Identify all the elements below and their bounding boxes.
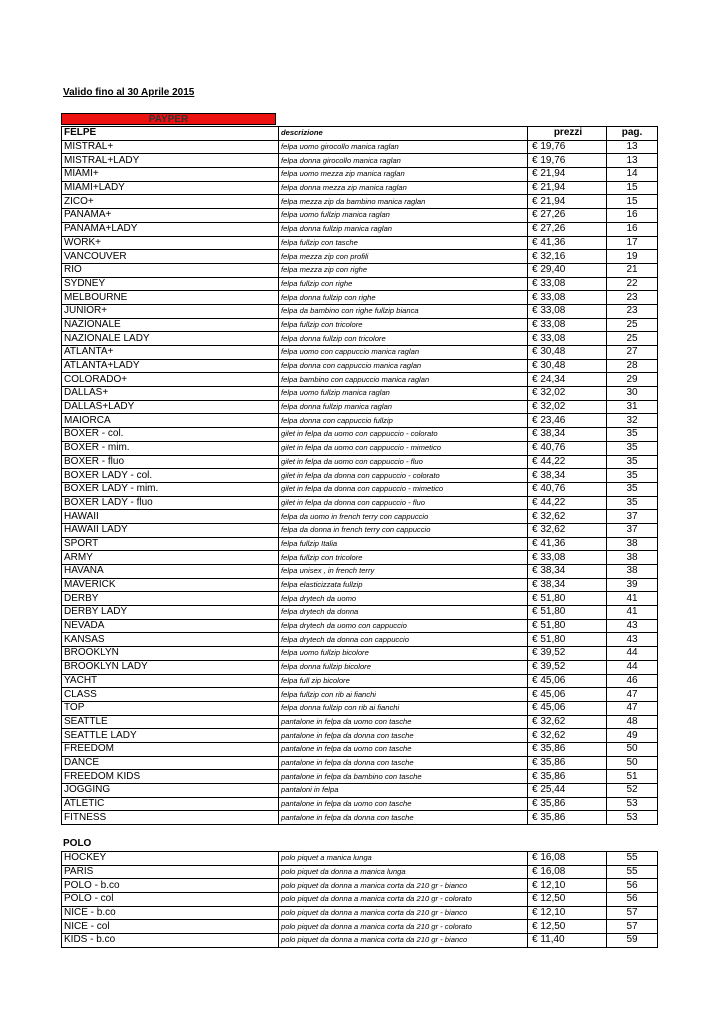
table-row (62, 906, 658, 920)
product-name: TOP (62, 701, 279, 715)
product-description: gilet in felpa da uomo con cappuccio - colorato (279, 428, 528, 442)
catalog-page: 23 (607, 291, 658, 305)
catalog-page: 56 (607, 879, 658, 893)
table-row (62, 277, 658, 291)
product-name: FREEDOM (62, 742, 279, 756)
product-price: € 16,08 (528, 852, 607, 866)
product-description: gilet in felpa da uomo con cappuccio - mimetico (279, 441, 528, 455)
product-price: € 12,50 (528, 893, 607, 907)
table-row (62, 523, 658, 537)
catalog-page: 15 (607, 195, 658, 209)
header-description: descrizione (279, 127, 528, 141)
product-description: felpa donna fullzip con rib ai fianchi (279, 701, 528, 715)
product-price: € 19,76 (528, 154, 607, 168)
product-price: € 35,86 (528, 742, 607, 756)
product-name: PANAMA+ (62, 209, 279, 223)
product-name: BOXER LADY - col. (62, 469, 279, 483)
product-name: ARMY (62, 551, 279, 565)
catalog-page: 41 (607, 606, 658, 620)
product-price: € 27,26 (528, 222, 607, 236)
table-row (62, 181, 658, 195)
table-row (62, 879, 658, 893)
product-description: felpa fullzip con tricolore (279, 318, 528, 332)
product-name: WORK+ (62, 236, 279, 250)
product-price: € 32,62 (528, 523, 607, 537)
product-name: SYDNEY (62, 277, 279, 291)
product-price: € 35,86 (528, 811, 607, 825)
catalog-page: 44 (607, 660, 658, 674)
table-row (62, 865, 658, 879)
product-description: polo piquet da donna a manica lunga (279, 865, 528, 879)
catalog-page: 51 (607, 770, 658, 784)
catalog-page: 37 (607, 523, 658, 537)
product-description: polo piquet da donna a manica corta da 210 gr - bianco (279, 934, 528, 948)
product-name: SEATTLE LADY (62, 729, 279, 743)
table-row (62, 920, 658, 934)
table-row (62, 400, 658, 414)
product-description: felpa donna con cappuccio manica raglan (279, 359, 528, 373)
catalog-page: 57 (607, 920, 658, 934)
product-description: gilet in felpa da donna con cappuccio - colorato (279, 469, 528, 483)
product-description: felpa donna con cappuccio fullzip (279, 414, 528, 428)
table-row (62, 359, 658, 373)
header-page: pag. (607, 127, 658, 141)
catalog-page: 43 (607, 633, 658, 647)
product-name: MISTRAL+ (62, 140, 279, 154)
table-row (62, 346, 658, 360)
product-price: € 32,62 (528, 510, 607, 524)
product-description: felpa donna fullzip con tricolore (279, 332, 528, 346)
catalog-page: 13 (607, 154, 658, 168)
product-name: SEATTLE (62, 715, 279, 729)
felpe-table-body (62, 127, 658, 825)
product-description: felpa elasticizzata fullzip (279, 578, 528, 592)
product-description: felpa uomo mezza zip manica raglan (279, 168, 528, 182)
brand-header: PAYPER (61, 113, 276, 125)
product-price: € 21,94 (528, 181, 607, 195)
product-price: € 40,76 (528, 441, 607, 455)
product-price: € 51,80 (528, 592, 607, 606)
product-description: polo piquet a manica lunga (279, 852, 528, 866)
product-name: BOXER - fluo (62, 455, 279, 469)
product-name: JOGGING (62, 784, 279, 798)
product-description: gilet in felpa da donna con cappuccio - mimetico (279, 482, 528, 496)
product-description: pantalone in felpa da uomo con tasche (279, 797, 528, 811)
product-price: € 35,86 (528, 797, 607, 811)
catalog-page: 55 (607, 865, 658, 879)
table-row (62, 551, 658, 565)
product-price: € 32,02 (528, 400, 607, 414)
product-price: € 39,52 (528, 647, 607, 661)
product-price: € 51,80 (528, 619, 607, 633)
catalog-page: 53 (607, 797, 658, 811)
table-row (62, 647, 658, 661)
product-description: felpa donna mezza zip manica raglan (279, 181, 528, 195)
product-name: VANCOUVER (62, 250, 279, 264)
catalog-page: 47 (607, 688, 658, 702)
table-row (62, 688, 658, 702)
product-price: € 32,62 (528, 715, 607, 729)
table-row (62, 304, 658, 318)
product-price: € 35,86 (528, 756, 607, 770)
product-description: pantaloni in felpa (279, 784, 528, 798)
product-price: € 35,86 (528, 770, 607, 784)
product-name: COLORADO+ (62, 373, 279, 387)
product-name: SPORT (62, 537, 279, 551)
product-name: YACHT (62, 674, 279, 688)
catalog-page: 35 (607, 455, 658, 469)
product-description: felpa drytech da donna (279, 606, 528, 620)
table-row (62, 510, 658, 524)
table-row (62, 701, 658, 715)
product-name: DALLAS+LADY (62, 400, 279, 414)
product-name: HAWAII (62, 510, 279, 524)
product-description: felpa fullzip Italia (279, 537, 528, 551)
product-name: NICE - b.co (62, 906, 279, 920)
product-price: € 41,36 (528, 236, 607, 250)
product-price: € 45,06 (528, 701, 607, 715)
table-row (62, 455, 658, 469)
header-name: FELPE (62, 127, 279, 141)
product-price: € 33,08 (528, 551, 607, 565)
catalog-page: 15 (607, 181, 658, 195)
product-name: MISTRAL+LADY (62, 154, 279, 168)
table-row (62, 236, 658, 250)
table-row (62, 469, 658, 483)
catalog-page: 35 (607, 469, 658, 483)
catalog-page: 49 (607, 729, 658, 743)
product-description: felpa donna fullzip bicolore (279, 660, 528, 674)
product-price: € 33,08 (528, 277, 607, 291)
catalog-page: 35 (607, 441, 658, 455)
product-price: € 39,52 (528, 660, 607, 674)
product-name: DANCE (62, 756, 279, 770)
catalog-page: 30 (607, 387, 658, 401)
product-price: € 11,40 (528, 934, 607, 948)
product-description: polo piquet da donna a manica corta da 210 gr - colorato (279, 893, 528, 907)
table-row (62, 852, 658, 866)
table-row (62, 496, 658, 510)
catalog-page: 16 (607, 209, 658, 223)
product-description: felpa full zip bicolore (279, 674, 528, 688)
product-name: NICE - col (62, 920, 279, 934)
product-name: HOCKEY (62, 852, 279, 866)
table-row (62, 222, 658, 236)
table-row (62, 209, 658, 223)
table-row (62, 250, 658, 264)
product-price: € 30,48 (528, 359, 607, 373)
product-name: JUNIOR+ (62, 304, 279, 318)
table-row (62, 428, 658, 442)
table-row (62, 414, 658, 428)
catalog-page: 52 (607, 784, 658, 798)
table-row (62, 893, 658, 907)
product-price: € 32,62 (528, 729, 607, 743)
product-name: ZICO+ (62, 195, 279, 209)
product-price: € 44,22 (528, 455, 607, 469)
product-price: € 30,48 (528, 346, 607, 360)
table-row (62, 742, 658, 756)
product-price: € 45,06 (528, 688, 607, 702)
product-description: felpa uomo girocollo manica raglan (279, 140, 528, 154)
product-name: DALLAS+ (62, 387, 279, 401)
product-description: felpa mezza zip con profili (279, 250, 528, 264)
product-name: HAVANA (62, 565, 279, 579)
product-name: NAZIONALE (62, 318, 279, 332)
product-price: € 32,02 (528, 387, 607, 401)
product-name: KIDS - b.co (62, 934, 279, 948)
product-price: € 29,40 (528, 263, 607, 277)
product-price: € 25,44 (528, 784, 607, 798)
product-name: MIAMI+LADY (62, 181, 279, 195)
catalog-page: 38 (607, 551, 658, 565)
product-price: € 21,94 (528, 195, 607, 209)
product-description: pantalone in felpa da uomo con tasche (279, 742, 528, 756)
product-name: MELBOURNE (62, 291, 279, 305)
product-price: € 32,16 (528, 250, 607, 264)
product-name: ATLANTA+ (62, 346, 279, 360)
product-price: € 45,06 (528, 674, 607, 688)
product-price: € 33,08 (528, 318, 607, 332)
catalog-page: 48 (607, 715, 658, 729)
catalog-page: 56 (607, 893, 658, 907)
catalog-page: 27 (607, 346, 658, 360)
product-description: felpa uomo fullzip bicolore (279, 647, 528, 661)
table-row (62, 263, 658, 277)
product-description: pantalone in felpa da donna con tasche (279, 756, 528, 770)
product-name: MIAMI+ (62, 168, 279, 182)
product-description: felpa fullzip con rib ai fianchi (279, 688, 528, 702)
product-description: felpa da donna in french terry con cappuccio (279, 523, 528, 537)
product-description: felpa bambino con cappuccio manica raglan (279, 373, 528, 387)
catalog-page: 19 (607, 250, 658, 264)
table-row (62, 168, 658, 182)
product-description: felpa fullzip con righe (279, 277, 528, 291)
product-price: € 33,08 (528, 291, 607, 305)
felpe-header-row (62, 127, 658, 141)
product-name: MAVERICK (62, 578, 279, 592)
catalog-page: 13 (607, 140, 658, 154)
table-row (62, 387, 658, 401)
table-row (62, 729, 658, 743)
product-description: felpa mezza zip da bambino manica raglan (279, 195, 528, 209)
table-row (62, 633, 658, 647)
product-price: € 16,08 (528, 865, 607, 879)
felpe-price-table (61, 126, 658, 825)
product-name: DERBY (62, 592, 279, 606)
table-row (62, 291, 658, 305)
table-row (62, 784, 658, 798)
table-row (62, 592, 658, 606)
product-name: NAZIONALE LADY (62, 332, 279, 346)
catalog-page: 28 (607, 359, 658, 373)
table-row (62, 797, 658, 811)
product-description: felpa da bambino con righe fullzip bianca (279, 304, 528, 318)
product-description: felpa donna fullzip con righe (279, 291, 528, 305)
table-row (62, 578, 658, 592)
table-row (62, 934, 658, 948)
product-price: € 38,34 (528, 469, 607, 483)
catalog-page: 44 (607, 647, 658, 661)
catalog-page: 50 (607, 756, 658, 770)
product-description: gilet in felpa da donna con cappuccio - fluo (279, 496, 528, 510)
product-name: RIO (62, 263, 279, 277)
product-price: € 27,26 (528, 209, 607, 223)
table-row (62, 565, 658, 579)
polo-price-table (61, 851, 658, 948)
table-row (62, 619, 658, 633)
catalog-page: 32 (607, 414, 658, 428)
product-price: € 12,10 (528, 879, 607, 893)
catalog-page: 38 (607, 537, 658, 551)
product-name: FREEDOM KIDS (62, 770, 279, 784)
product-description: pantalone in felpa da uomo con tasche (279, 715, 528, 729)
table-row (62, 482, 658, 496)
product-name: BOXER - mim. (62, 441, 279, 455)
table-row (62, 154, 658, 168)
catalog-page: 46 (607, 674, 658, 688)
product-description: felpa drytech da uomo con cappuccio (279, 619, 528, 633)
table-row (62, 441, 658, 455)
product-price: € 23,46 (528, 414, 607, 428)
product-price: € 38,34 (528, 428, 607, 442)
catalog-page: 37 (607, 510, 658, 524)
catalog-page: 41 (607, 592, 658, 606)
product-price: € 12,10 (528, 906, 607, 920)
product-price: € 12,50 (528, 920, 607, 934)
product-name: KANSAS (62, 633, 279, 647)
catalog-page: 29 (607, 373, 658, 387)
product-description: felpa donna girocollo manica raglan (279, 154, 528, 168)
product-description: felpa drytech da donna con cappuccio (279, 633, 528, 647)
catalog-page: 14 (607, 168, 658, 182)
catalog-page: 50 (607, 742, 658, 756)
product-name: HAWAII LADY (62, 523, 279, 537)
product-name: CLASS (62, 688, 279, 702)
catalog-page: 22 (607, 277, 658, 291)
catalog-page: 25 (607, 318, 658, 332)
catalog-page: 38 (607, 565, 658, 579)
table-row (62, 770, 658, 784)
catalog-page: 39 (607, 578, 658, 592)
product-price: € 41,36 (528, 537, 607, 551)
table-row (62, 674, 658, 688)
table-row (62, 332, 658, 346)
table-row (62, 606, 658, 620)
catalog-page: 47 (607, 701, 658, 715)
product-description: felpa drytech da uomo (279, 592, 528, 606)
product-description: felpa donna fullzip manica raglan (279, 400, 528, 414)
product-description: felpa fullzip con tasche (279, 236, 528, 250)
catalog-page: 21 (607, 263, 658, 277)
product-name: POLO - b.co (62, 879, 279, 893)
product-price: € 21,94 (528, 168, 607, 182)
table-row (62, 715, 658, 729)
product-price: € 44,22 (528, 496, 607, 510)
product-name: BOXER - col. (62, 428, 279, 442)
product-name: NEVADA (62, 619, 279, 633)
catalog-page: 57 (607, 906, 658, 920)
product-description: felpa da uomo in french terry con cappuccio (279, 510, 528, 524)
product-description: polo piquet da donna a manica corta da 210 gr - bianco (279, 879, 528, 893)
product-description: felpa fullzip con tricolore (279, 551, 528, 565)
product-description: pantalone in felpa da donna con tasche (279, 729, 528, 743)
catalog-page: 43 (607, 619, 658, 633)
catalog-page: 35 (607, 428, 658, 442)
catalog-page: 59 (607, 934, 658, 948)
header-price: prezzi (528, 127, 607, 141)
catalog-page: 53 (607, 811, 658, 825)
table-row (62, 537, 658, 551)
table-row (62, 195, 658, 209)
product-name: MAIORCA (62, 414, 279, 428)
catalog-page: 35 (607, 496, 658, 510)
product-name: POLO - col (62, 893, 279, 907)
product-description: felpa mezza zip con righe (279, 263, 528, 277)
product-description: felpa unisex , in french terry (279, 565, 528, 579)
validity-note: Valido fino al 30 Aprile 2015 (63, 87, 195, 98)
product-description: pantalone in felpa da donna con tasche (279, 811, 528, 825)
product-name: ATLANTA+LADY (62, 359, 279, 373)
product-name: PANAMA+LADY (62, 222, 279, 236)
polo-section-title: POLO (63, 838, 92, 849)
table-row (62, 811, 658, 825)
product-price: € 19,76 (528, 140, 607, 154)
product-name: PARIS (62, 865, 279, 879)
catalog-page: 55 (607, 852, 658, 866)
product-price: € 24,34 (528, 373, 607, 387)
product-description: felpa uomo con cappuccio manica raglan (279, 346, 528, 360)
product-name: FITNESS (62, 811, 279, 825)
catalog-page: 23 (607, 304, 658, 318)
product-name: BROOKLYN (62, 647, 279, 661)
product-description: polo piquet da donna a manica corta da 210 gr - colorato (279, 920, 528, 934)
product-name: DERBY LADY (62, 606, 279, 620)
table-row (62, 318, 658, 332)
product-price: € 40,76 (528, 482, 607, 496)
table-row (62, 756, 658, 770)
catalog-page: 17 (607, 236, 658, 250)
catalog-page: 31 (607, 400, 658, 414)
catalog-page: 16 (607, 222, 658, 236)
catalog-page: 25 (607, 332, 658, 346)
product-price: € 33,08 (528, 304, 607, 318)
product-description: pantalone in felpa da bambino con tasche (279, 770, 528, 784)
product-name: BOXER LADY - fluo (62, 496, 279, 510)
product-name: BROOKLYN LADY (62, 660, 279, 674)
product-description: felpa donna fullzip manica raglan (279, 222, 528, 236)
polo-table-body (62, 852, 658, 948)
table-row (62, 660, 658, 674)
product-price: € 51,80 (528, 633, 607, 647)
product-description: gilet in felpa da uomo con cappuccio - fluo (279, 455, 528, 469)
catalog-page: 35 (607, 482, 658, 496)
product-name: BOXER LADY - mim. (62, 482, 279, 496)
product-price: € 38,34 (528, 565, 607, 579)
product-price: € 38,34 (528, 578, 607, 592)
product-description: felpa uomo fullzip manica raglan (279, 387, 528, 401)
product-price: € 51,80 (528, 606, 607, 620)
product-description: felpa uomo fullzip manica raglan (279, 209, 528, 223)
table-row (62, 140, 658, 154)
product-name: ATLETIC (62, 797, 279, 811)
table-row (62, 373, 658, 387)
product-price: € 33,08 (528, 332, 607, 346)
product-description: polo piquet da donna a manica corta da 210 gr - bianco (279, 906, 528, 920)
